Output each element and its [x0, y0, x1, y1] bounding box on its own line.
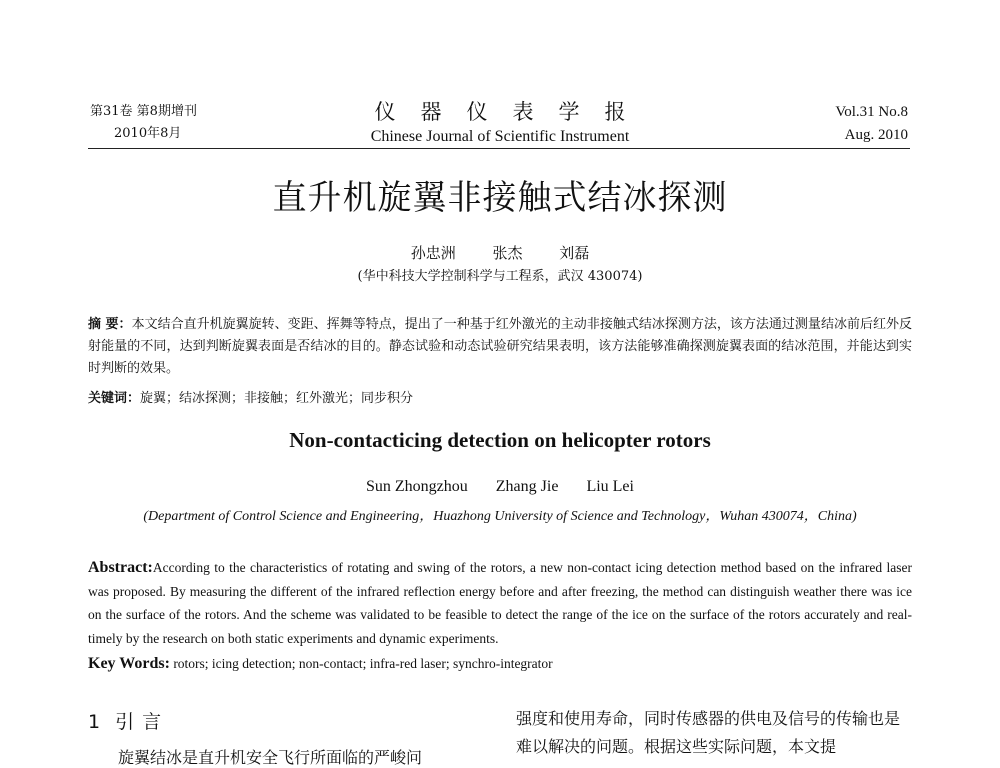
journal-name-en: Chinese Journal of Scientific Instrument: [370, 128, 630, 145]
journal-name: [330, 96, 670, 146]
header-volume-issue: [90, 101, 197, 145]
abstract-cn-text: 本文结合直升机旋翼旋转、变距、挥舞等特点，提出了一种基于红外激光的主动非接触式结冰探测方法，该方法通过测量结冰前后红外反射能量的不同，达到判断旋翼表面是否结冰的目的。静态试验和动态试验研究结果表明，该方法能够准确探测旋翼表面的结冰范围，并能达到实时判断的效果。: [88, 317, 912, 376]
keywords-en-text: rotors; icing detection; non-contact; infra-red laser; synchro-integrator: [169, 656, 553, 671]
keywords-cn-label: 关键词：: [88, 391, 141, 406]
journal-name-cn: 仪器仪表学报: [374, 100, 651, 124]
authors-en: [0, 478, 1000, 496]
affiliation-cn: (华中科技大学控制科学与工程系，武汉 430074): [357, 269, 643, 284]
author-cn: 张杰: [492, 244, 523, 262]
authors-cn: [0, 242, 1000, 263]
abstract-cn-label: 摘 要：: [88, 317, 132, 332]
abstract-en: [88, 556, 912, 650]
section-number: 1: [88, 711, 102, 733]
author-en: Sun Zhongzhou: [366, 478, 468, 495]
abstract-cn: [88, 314, 912, 380]
date-cn: 2010年8月: [114, 126, 182, 141]
keywords-en-label: Key Words:: [88, 655, 170, 672]
body-text-right: 强度和使用寿命，同时传感器的供电及信号的传输也是难以解决的问题。根据这些实际问题，本文提: [516, 709, 901, 756]
volume-en: Vol.31 No.8: [835, 104, 908, 120]
volume-cn: 第31卷 第8期增刊: [90, 104, 197, 119]
header-volume-en: [835, 101, 908, 147]
author-cn: 刘磊: [559, 244, 590, 262]
affiliation-en: (Department of Control Science and Engineering，Huazhong University of Science and Technology，Wuhan 430074，China): [143, 509, 857, 524]
paper-title-cn: 直升机旋翼非接触式结冰探测: [272, 178, 728, 218]
author-en: Zhang Jie: [495, 478, 559, 495]
date-en: Aug. 2010: [844, 127, 908, 143]
paper-title-en: Non-contacticing detection on helicopter rotors: [289, 428, 711, 452]
keywords-cn: [88, 387, 912, 406]
keywords-cn-text: 旋翼；结冰探测；非接触；红外激光；同步积分: [140, 391, 414, 406]
author-cn: 孙忠洲: [410, 244, 456, 262]
author-en: Liu Lei: [586, 478, 634, 495]
body-text-left: 旋翼结冰是直升机安全飞行所面临的严峻问: [118, 748, 423, 767]
abstract-en-label: Abstract:: [88, 559, 153, 576]
abstract-en-text: According to the characteristics of rotating and swing of the rotors, a new non-contact icing detection method based on the infrared laser was proposed. By measuring the different of the infrared reflection energy before and after freezing, the method can distinguish weather there was ice on the surface of the rotors. And the scheme was validated to be feasible to detect the range of the ice on the surface of the rotors accurately and real-timely by the research on both static experiments and dynamic experiments.: [88, 560, 912, 646]
keywords-en: [88, 655, 912, 673]
section-title: 引 言: [115, 711, 163, 733]
header-rule: [88, 148, 910, 149]
section-heading: [88, 707, 162, 734]
